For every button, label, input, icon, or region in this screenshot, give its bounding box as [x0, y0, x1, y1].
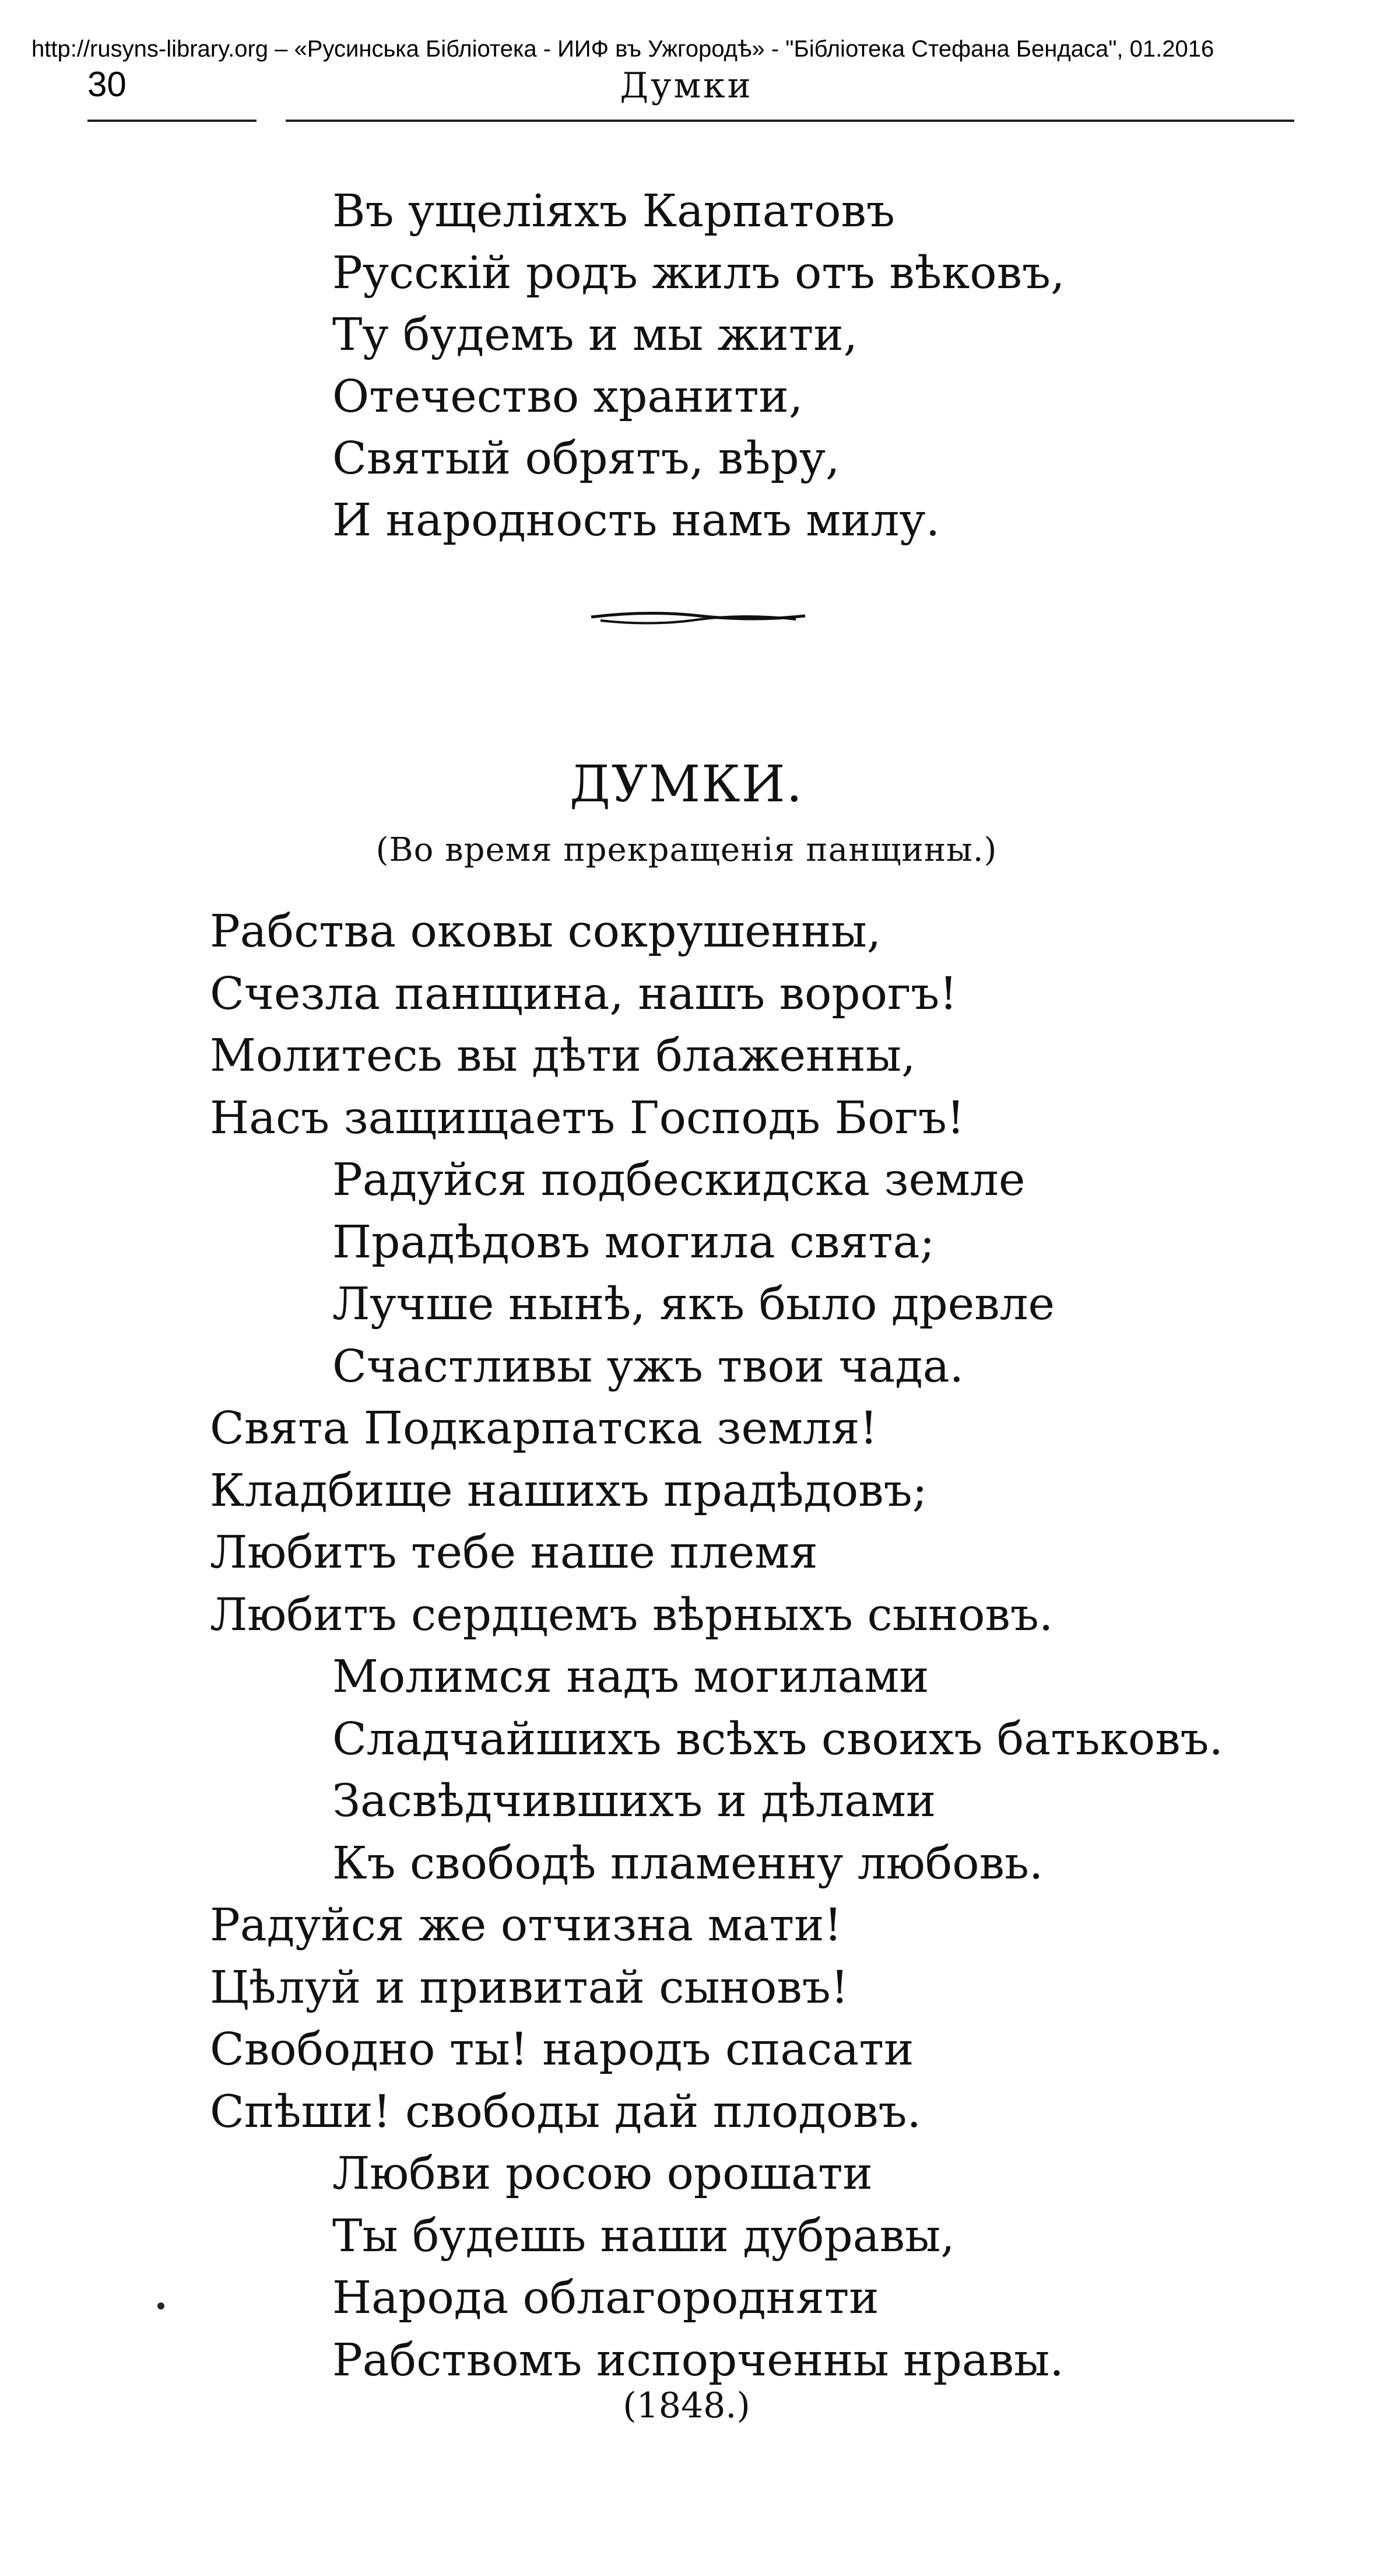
verse-line: Святый обрятъ, вѣру,: [332, 433, 840, 485]
verse-line: Любви росою орошати: [332, 2148, 873, 2200]
ornament-divider: [589, 607, 807, 630]
verse-line: Ты будешь наши дубравы,: [332, 2210, 955, 2262]
verse-line: Счезла панщина, нашъ ворогъ!: [210, 968, 958, 1020]
verse-line: Радуйся подбескидска земле: [332, 1154, 1026, 1206]
verse-line: Любитъ тебе наше племя: [210, 1527, 818, 1579]
verse-line: Радуйся же отчизна мати!: [210, 1899, 842, 1951]
verse-line: Цѣлуй и привитай сыновъ!: [210, 1961, 849, 2014]
poem-body: [210, 901, 1223, 2392]
verse-line: Къ свободѣ пламенну любовь.: [332, 1837, 1044, 1890]
verse-line: Лучше нынѣ, якъ было древле: [332, 1278, 1055, 1330]
verse-line: Рабствомъ испорченны нравы.: [332, 2334, 1064, 2386]
verse-line: И народность намъ милу.: [332, 495, 940, 546]
verse-line: Любитъ сердцемъ вѣрныхъ сыновъ.: [210, 1589, 1054, 1641]
verse-line: Рабства оковы сокрушенны,: [210, 906, 882, 958]
verse-line: Молитесь вы дѣти блаженны,: [210, 1030, 916, 1082]
verse-line: Въ ущеліяхъ Карпатовъ: [332, 185, 895, 237]
verse-line: Сладчайшихъ всѣхъ своихъ батьковъ.: [332, 1713, 1224, 1765]
poem-title: ДУМКИ.: [569, 755, 803, 814]
verse-line: Молимся надъ могилами: [332, 1651, 929, 1703]
header-rule-left: [87, 120, 257, 122]
verse-line: Ту будемъ и мы жити,: [332, 309, 858, 361]
print-speck: [157, 2302, 164, 2309]
verse-line: Спѣши! свободы дай плодовъ.: [210, 2086, 922, 2138]
verse-line: Свободно ты! народъ спасати: [210, 2024, 914, 2076]
header-rule-right: [286, 120, 1294, 122]
verse-line: Засвѣдчившихъ и дѣлами: [332, 1775, 936, 1827]
verse-line: Счастливы ужъ твои чада.: [332, 1340, 964, 1393]
poem-year: (1848.): [623, 2385, 750, 2426]
source-url-line: http://rusyns-library.org – «Русинська Бібліотека - ИИФ въ Ужгородѣ» - "Бібліотека Стефана Бендаса", 01.2016: [31, 36, 1214, 62]
verse-line: Насъ защищаетъ Господь Богъ!: [210, 1092, 965, 1144]
verse-line: Прадѣдовъ могила свята;: [332, 1216, 935, 1268]
verse-line: Русскій родъ жилъ отъ вѣковъ,: [332, 247, 1065, 299]
poem-subtitle: (Во время прекращенія панщины.): [375, 831, 998, 869]
verse-line: Народа облагородняти: [332, 2272, 879, 2324]
verse-line: Свята Подкарпатска земля!: [210, 1403, 878, 1455]
verse-line: Кладбище нашихъ прадѣдовъ;: [210, 1464, 928, 1517]
page-number: 30: [87, 65, 127, 104]
running-title: Думки: [620, 65, 753, 106]
stanza-top: [332, 181, 1065, 552]
verse-line: Отечество хранити,: [332, 371, 803, 423]
